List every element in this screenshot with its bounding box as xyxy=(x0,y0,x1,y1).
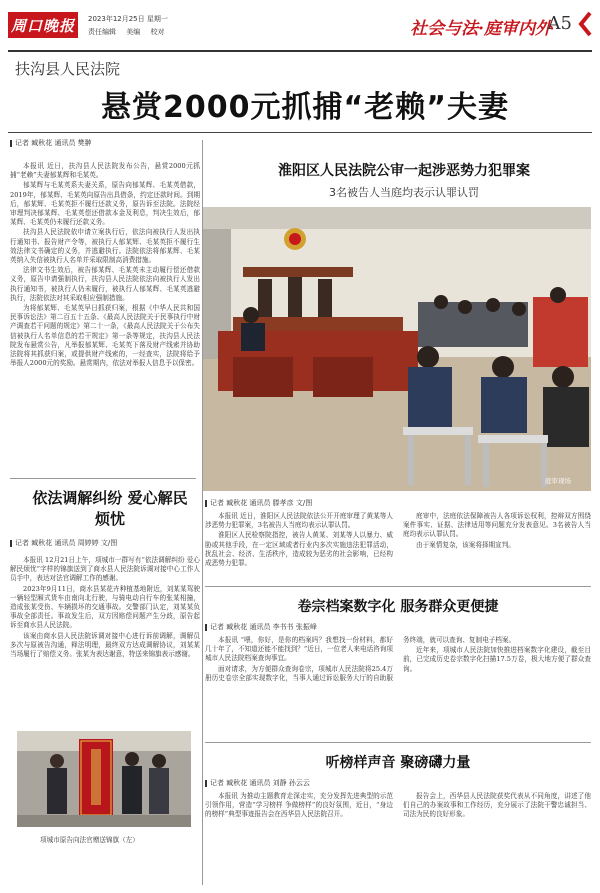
paragraph: 2023年9月11日，商水县某花卉种植基地附近，刘某某驾驶一辆轻型厢式货车由南向北行驶，与骑电动自行车的张某相撞，造成张某受伤、车辆损坏的交通事故。交警部门认定，刘某某负事故全部责任。事故发生后，双方因赔偿问题产生分歧，原告起诉至商水县人民法院。 xyxy=(10,584,200,630)
article-text xyxy=(205,792,591,884)
article-kicker: 扶沟县人民法院 xyxy=(15,60,121,78)
article-text xyxy=(205,512,591,584)
byline-marker xyxy=(205,500,207,507)
byline-marker xyxy=(205,624,207,631)
editor-credit: 校对 xyxy=(150,28,165,36)
article-text xyxy=(10,162,200,368)
paragraph: 郁某辉与毛某英系夫妻关系，原告向郁某辉、毛某英借款，2019年，郁某辉、毛某英向原告出具借条，约定还款时间。到期后，郁某辉、毛某英拒不履行还款义务，原告诉至法院。法院经审理判决郁某辉、毛某英偿还借款本金及利息，判决生效后，郁某辉、毛某英仍未履行还款义务。 xyxy=(10,181,200,227)
photo-credit: 庭审现场 xyxy=(545,477,571,485)
paragraph: 面对请求，为方便群众查询卷宗，项城市人民法院将25.4万册历史卷宗全部实现数字化，当事人通过诉讼服务大厅的自助服务终端，就可以查询、复制电子档案。 xyxy=(205,636,516,682)
article-byline: 记者 臧秋花 通讯员 刘静 孙云云 xyxy=(205,778,591,788)
paragraph: 庭审中，法庭依法保障被告人各项诉讼权利，控辩双方围绕案件事实、证据、法律适用等问题充分发表意见。3名被告人当庭均表示认罪认罚。 xyxy=(403,512,591,539)
editor-credit: 美编 xyxy=(126,28,141,36)
article-text xyxy=(205,636,591,748)
masthead xyxy=(8,8,592,46)
divider xyxy=(205,586,591,587)
byline-marker xyxy=(10,540,12,547)
article4-title: 卷宗档案数字化 服务群众更便捷 xyxy=(297,599,499,615)
article2-title: 依法调解纠纷 爱心解民烦忧 xyxy=(32,489,188,528)
paragraph: 由于案情复杂，该案将择期宣判。 xyxy=(416,540,515,549)
paragraph: 本报讯 近日，扶沟县人民法院发布公告，悬赏2000元抓捕“老赖”夫妻郁某辉和毛某英。 xyxy=(10,162,200,180)
divider xyxy=(10,478,196,479)
section-title: 社会与法·庭审内外 xyxy=(410,19,552,39)
article5-body xyxy=(205,778,591,884)
paragraph: 本报讯 12月21日上午，项城市一群写有“依法调解纠纷 爱心解民烦忧”字样的锦旗送到了商水县人民法院诉调对接中心工作人员手中，表达对法官调解工作的感谢。 xyxy=(10,556,200,583)
article-byline: 记者 臧秋花 通讯员 周婷婷 文/图 xyxy=(10,538,200,548)
paragraph: 近年来，项城市人民法院加快推进档案数字化建设，截至目前，已完成历史卷宗数字化扫描17.5万卷，极大地方便了群众查询。 xyxy=(403,646,591,673)
article4-body xyxy=(205,622,591,748)
byline-marker xyxy=(10,140,12,147)
article1-body xyxy=(10,138,200,369)
headline-rule xyxy=(8,132,592,133)
article3-subtitle: 3名被告人当庭均表示认罪认罚 xyxy=(329,186,479,199)
photo-caption: 项城市原告向法官赠送锦旗（左） xyxy=(40,836,139,844)
page-number: A5 xyxy=(547,13,572,34)
banner-presentation-photo xyxy=(17,731,191,827)
issue-date: 2023年12月25日 星期一 xyxy=(88,15,168,23)
editor-credits xyxy=(88,27,172,37)
article5-title: 听榜样声音 聚磅礴力量 xyxy=(325,755,471,771)
byline-marker xyxy=(205,780,207,787)
header-rule xyxy=(8,50,592,52)
article-byline: 记者 臧秋花 通讯员 李书书 张振峰 xyxy=(205,622,591,632)
article3-title: 淮阳区人民法院公审一起涉恶势力犯罪案 xyxy=(278,163,530,179)
paragraph: 为将郁某辉、毛某英早日抓获归案，根据《中华人民共和国民事诉讼法》第二百五十五条、《最高人民法院关于民事执行中财产调查若干问题的规定》第二十一条，《最高人民法院关于公布失信被执行人名单信息的若干规定》第一条等规定，扶沟县人民法院发布悬赏公告，凡举报郁某辉、毛某英下落及财产线索并协助法院将其抓获归案，或提供财产线索的，一经查实，法院将给予举报人2000元的奖励。悬赏期内，依法对举报人信息予以保密。 xyxy=(10,304,200,368)
article3-body xyxy=(205,498,591,584)
article-byline: 记者 臧秋花 通讯员 滕孝彦 文/图 xyxy=(205,498,591,508)
editor-credit: 责任编辑 xyxy=(88,28,116,36)
article2-body xyxy=(10,538,200,732)
article-byline: 记者 臧秋花 通讯员 樊翀 xyxy=(10,138,200,148)
paragraph: 本报讯 “喂，你好，是你的档案吗？我想找一份材料，都好几十年了，不知道还能不能找到？”近日，一位老人来电话咨询项城市人民法院档案查询事宜。 xyxy=(205,636,393,663)
paragraph: 本报讯 为推动主题教育走深走实，充分发挥先进典型的示范引领作用，营造“学习榜样 争做榜样”的良好氛围，近日，“身边的榜样”典型事迹报告会在西华县人民法院召开。 xyxy=(205,792,393,819)
paragraph: 法律文书生效后，被告郁某辉、毛某英未主动履行偿还借款义务，原告申请强制执行，扶沟县人民法院依法向被执行人发出执行通知书，被执行人仍未履行，被执行人郁某辉、毛某英逃避执行，法院依法对其采取相应强制措施。 xyxy=(10,266,200,302)
paragraph: 淮阳区人民检察院指控，被告人黄某、刘某等人以暴力、威胁或其他手段，在一定区域或者行业内多次实施违法犯罪活动，扰乱社会、经济、生活秩序，造成较为恶劣的社会影响，已经构成恶势力犯罪。 xyxy=(205,531,393,568)
paragraph: 报告会上，西华县人民法院获奖代表从不同角度，讲述了他们自己的办案故事和工作经历，充分展示了法院干警忠诚担当、司法为民的良好形象。 xyxy=(403,792,591,819)
paragraph: 该案由商水县人民法院诉调对接中心进行诉前调解，调解员多次与原被告沟通，释法明理，最终双方达成调解协议，刘某某当场履行了赔偿义务。张某为表达谢意，特送来锦旗表示感谢。 xyxy=(10,631,200,659)
divider xyxy=(205,742,591,743)
newspaper-logo: 周口晚报 xyxy=(8,12,78,38)
courtroom-photo xyxy=(203,207,591,491)
main-headline: 悬赏2000元抓捕“老赖”夫妻 xyxy=(101,90,509,125)
paragraph: 本报讯 近日，淮阳区人民法院依法公开开庭审理了黄某等人涉恶势力犯罪案，3名被告人当庭均表示认罪认罚。 xyxy=(205,512,393,530)
chevron-left-icon xyxy=(578,11,592,37)
article-text xyxy=(10,556,200,732)
paragraph: 扶沟县人民法院依申请立案执行后，依法向被执行人发出执行通知书、报告财产令等，被执行人郁某辉、毛某英拒不履行生效法律文书确定的义务，并逃避执行。法院依法将郁某辉、毛某英纳入失信被执行人名单并采取限制高消费措施。 xyxy=(10,228,200,265)
